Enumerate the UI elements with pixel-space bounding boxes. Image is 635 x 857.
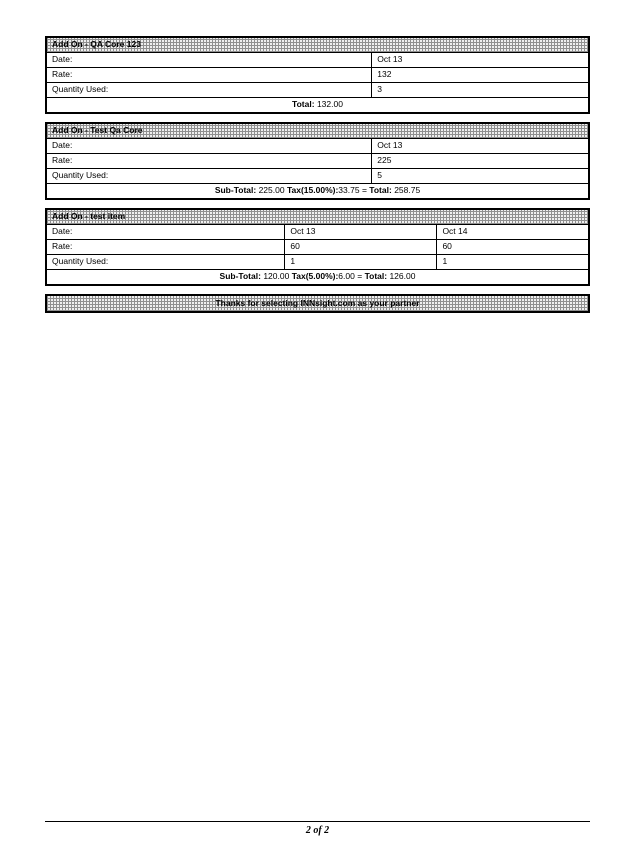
row-label: Quantity Used: [46, 83, 372, 98]
row-label: Date: [46, 225, 285, 240]
row-value: Oct 13 [285, 225, 437, 240]
tax-label: Tax(5.00%): [291, 271, 339, 281]
table-row [46, 83, 589, 98]
table-row [46, 154, 589, 169]
table-total-row [46, 98, 589, 114]
table-title: Add On - QA Core 123 [46, 37, 589, 53]
row-value: 60 [285, 240, 437, 255]
table-row [46, 225, 589, 240]
table-row [46, 169, 589, 184]
row-value: 132 [372, 68, 589, 83]
subtotal-label: Sub-Total: [214, 185, 257, 195]
row-value: 5 [372, 169, 589, 184]
equals-sign: = [357, 271, 363, 281]
table-total-row [46, 184, 589, 200]
total-value: 258.75 [394, 185, 421, 195]
total-value: 126.00 [389, 271, 416, 281]
table-row [46, 68, 589, 83]
addon-table-test-qa-core [45, 122, 590, 200]
row-label: Date: [46, 139, 372, 154]
row-label: Rate: [46, 240, 285, 255]
row-label: Rate: [46, 154, 372, 169]
row-value: Oct 13 [372, 139, 589, 154]
row-label: Rate: [46, 68, 372, 83]
table-header-row [46, 123, 589, 139]
table-title: Add On - Test Qa Core [46, 123, 589, 139]
equals-sign: = [361, 185, 367, 195]
row-label: Quantity Used: [46, 169, 372, 184]
subtotal-label: Sub-Total: [219, 271, 261, 281]
addon-table-test-item [45, 208, 590, 286]
tax-label: Tax(15.00%): [286, 185, 339, 195]
table-row [46, 53, 589, 68]
row-label: Quantity Used: [46, 255, 285, 270]
tax-value: 33.75 [338, 185, 360, 195]
row-value: Oct 13 [372, 53, 589, 68]
subtotal-summary [46, 184, 589, 200]
thanks-banner: Thanks for selecting INNsight.com as your partner [45, 294, 590, 313]
row-value: 1 [285, 255, 437, 270]
table-row [46, 240, 589, 255]
row-label: Date: [46, 53, 372, 68]
total-label: Total: [292, 99, 315, 109]
table-header-row [46, 209, 589, 225]
subtotal-value: 120.00 [263, 271, 290, 281]
table-row [46, 255, 589, 270]
page-content [45, 36, 590, 313]
row-value: 3 [372, 83, 589, 98]
row-value: 225 [372, 154, 589, 169]
total-value: 132.00 [316, 99, 343, 109]
table-title: Add On - test item [46, 209, 589, 225]
total-summary [46, 98, 589, 114]
row-value: 1 [437, 255, 589, 270]
total-label: Total: [369, 185, 392, 195]
total-label: Total: [364, 271, 388, 281]
subtotal-value: 225.00 [258, 185, 285, 195]
table-header-row [46, 37, 589, 53]
row-value: Oct 14 [437, 225, 589, 240]
subtotal-summary [46, 270, 589, 286]
row-value: 60 [437, 240, 589, 255]
page-number: 2 of 2 [45, 821, 590, 836]
addon-table-qa-core-123 [45, 36, 590, 114]
table-row [46, 139, 589, 154]
tax-value: 6.00 [338, 271, 355, 281]
table-total-row [46, 270, 589, 286]
